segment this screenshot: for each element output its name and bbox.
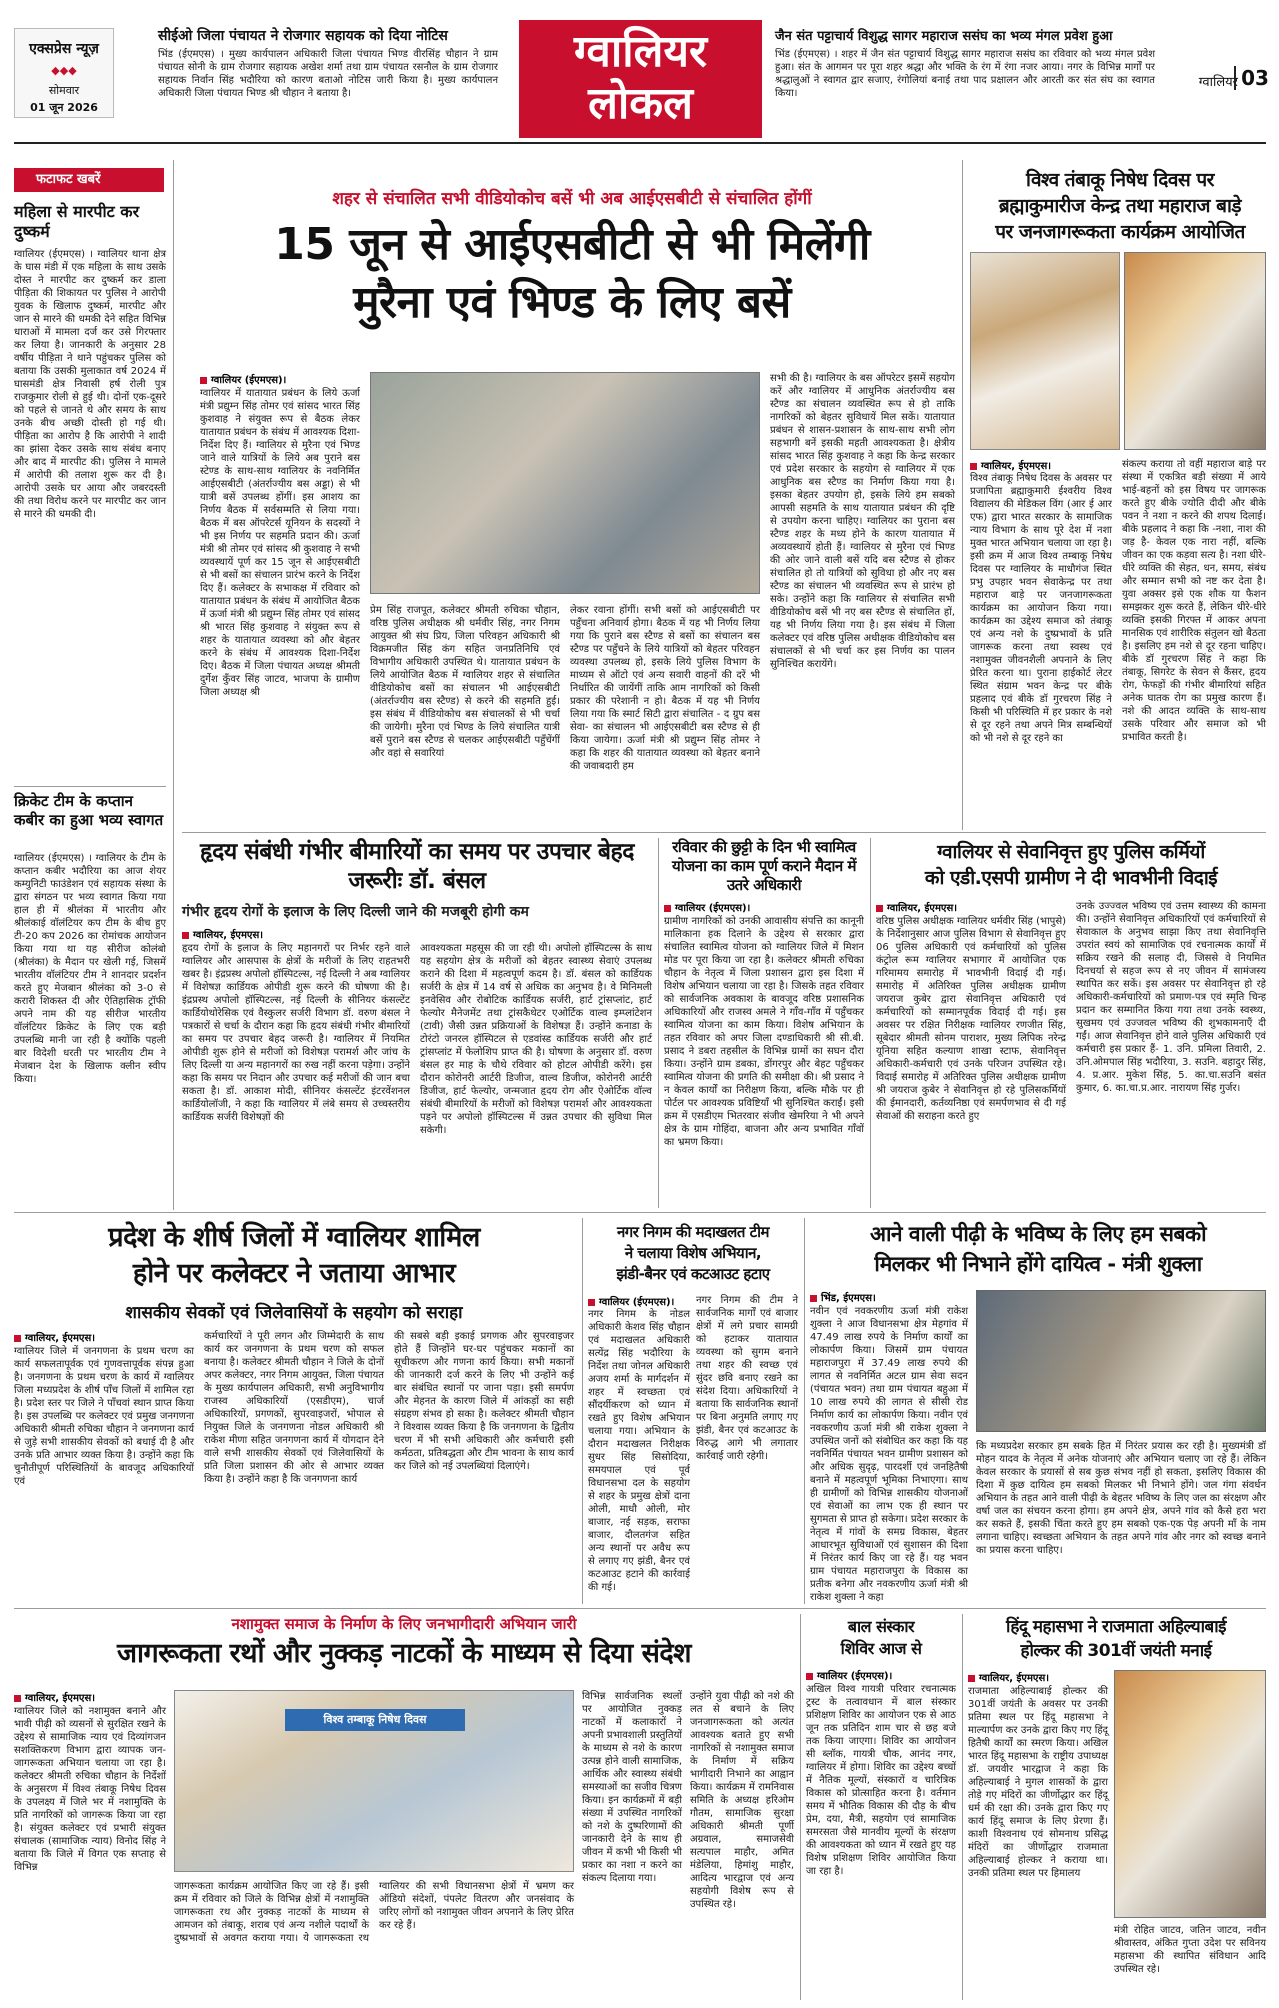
minister-headline-1: आने वाली पीढ़ी के भविष्य के लिए हम सबको	[869, 1222, 1207, 1246]
police-headline-1: ग्वालियर से सेवानिवृत्त हुए पुलिस कर्मियों	[937, 841, 1205, 863]
lead-right-rule	[962, 160, 963, 830]
nigam-dateline: ग्वालियर (ईएमएस)।	[588, 1294, 688, 1308]
lead-headline-1: 15 जून से आईएसबीटी से भी मिलेंगी	[274, 219, 870, 270]
nasha-col3: विभिन्न सार्वजनिक स्थलों पर आयोजित नुक्कड़ नाटकों में कलाकारों ने अपनी प्रभावशाली प्रस्तुतियों के माध्यम से नशे के कारण उत्पन्न होने वाली सामाजिक, आर्थिक और स्वास्थ्य संबंधी समस्याओं का सजीव चित्रण किया। इन कार्यक्रमों में बड़ी संख्या में उपस्थित नागरिकों को नशे के दुष्परिणामों की जानकारी देने के साथ ही जीवन में कभी भी किसी भी प्रकार का नशा न करने का संकल्प दिलाया गया।	[582, 1691, 682, 1884]
collector-col1: ग्वालियर जिले में जनगणना के प्रथम चरण का कार्य सफलतापूर्वक एवं गुणवत्तापूर्वक संपन्न हुआ है। जनगणना के प्रथम चरण के कार्य में ग्वालियर जिला मध्यप्रदेश के शीर्ष पाँच जिलों में शामिल रहा है। प्रदेश स्तर पर जिले ने पाँचवां स्थान प्राप्त किया है। इस उपलब्धि पर कलेक्टर एवं प्रमुख जनगणना अधिकारी श्रीमती रुचिका चौहान ने जनगणना कार्य से जुड़े सभी शासकीय सेवकों को बधाई दी है और उनके प्रति आभार व्यक्त किया है। उन्होंने कहा कि चुनौतीपूर्ण परिस्थितियों के बावजूद अधिकारियों एवं	[14, 1346, 194, 1487]
lead-col2: प्रेम सिंह राजपूत, कलेक्टर श्रीमती रुचिका चौहान, वरिष्ठ पुलिस अधीक्षक श्री धर्मवीर सिंह, नगर निगम आयुक्त श्री संघ प्रिय, जिला परिवहन अधिकारी श्री विक्रमजीत सिंह कंग सहित जनप्रतिनिधि एवं विभागीय अधिकारी उपस्थित थे। यातायात प्रबंधन के लिये आयोजित बैठक में ग्वालियर शहर से संचालित वीडियोकोच बसों का संचालन भी आईएसबीटी (अंतर्राज्यीय बस स्टैण्ड) से करने की सहमति हुई। इस संबंध में वीडियोकोच बस संचालकों से भी चर्चा की जायेगी। मुरैना एवं भिण्ड के लिये संचालित यात्री बसें पुराने बस स्टैण्ड से चलकर आईएसबीटी पहुँचेंगीं और वहां से सवारियां	[370, 605, 560, 759]
fatafat-story1-head: महिला से मारपीट कर दुष्कर्म	[14, 202, 140, 241]
collector-headline-1: प्रदेश के शीर्ष जिलों में ग्वालियर शामिल	[108, 1222, 480, 1253]
camp-headline-2: शिविर आज से	[840, 1639, 922, 1658]
tobacco-col2: संकल्प कराया तो वहीं महाराज बाड़े पर संस्था में एकत्रित बड़ी संख्या में आये भाई-बहनों को इस विषय पर जागरूक करते हुए बीके ज्योति दीदी और बीके पवन ने नशा न करने की शपथ दिलाई। बीके प्रहलाद ने कहा कि -नशा, नाश की जड़ है- केवल एक नारा नहीं, बल्कि जीवन का एक कड़वा सत्य है। नशा धीरे-धीरे व्यक्ति की सेहत, धन, समय, संबंध और सम्मान सभी को नष्ट कर देता है। युवा अक्सर इसे एक शौक या फैशन समझकर शुरू करते हैं, लेकिन धीरे-धीरे व्यक्ति इसकी गिरफ्त में आकर अपना मानसिक एवं शारीरिक संतुलन खो बैठता है। इसलिए हम नशे से दूर रहना चाहिए। बीके डॉ गुरचरण सिंह ने कहा कि तंबाकू, सिगरेट के सेवन से कैंसर, हृदय रोग, फेफड़ों की गंभीर बीमारियां सहित अनेक घातक रोग का प्रमुख कारण हैं। नशे की आदत व्यक्ति के साथ-साथ उसके परिवार और समाज को भी प्रभावित करती है।	[1122, 459, 1266, 743]
nasha-photo	[174, 1690, 574, 1872]
hindu-headline-2: होल्कर की 301वीं जयंती मनाई	[1020, 1641, 1212, 1661]
masthead-brand-box	[14, 28, 114, 118]
masthead-date: 01 जून 2026	[30, 101, 98, 114]
tobacco-photo-right	[1124, 252, 1266, 450]
lead-col1: ग्वालियर में यातायात प्रबंधन के लिये ऊर्जा मंत्री प्रद्युम्न सिंह तोमर एवं सांसद भारत सिंह कुशवाह ने संयुक्त रूप से बैठक लेकर यातायात प्रबंधन के संबंध में आवश्यक दिशा-निर्देश दिए हैं। ग्वालियर से मुरैना एवं भिण्ड जाने वाले यात्रियों के लिये अब पुराने बस स्टेण्ड के साथ-साथ ग्वालियर के नवनिर्मित आईएसबीटी (अंतर्राज्यीय बस अड्डा) से भी यात्री बसें उपलब्ध होंगीं। इस आशय का निर्णय बैठक में सर्वसम्मति से लिया गया। बैठक में बस ऑपरेटर्स यूनियन के सदस्यों ने भी इस निर्णय पर सहमति प्रदान की। ऊर्जा मंत्री श्री तोमर एवं सांसद श्री कुशवाह ने सभी व्यवस्थायें पूर्ण कर 15 जून से आईएसबीटी से भी बसों का संचालन प्रारंभ करने के निर्देश दिए हैं। कलेक्टर के सभाकक्ष में रविवार को यातायात प्रबंधन के संबंध में आयोजित बैठक में ऊर्जा मंत्री श्री प्रद्युम्न सिंह तोमर एवं सांसद श्री भारत सिंह कुशवाह ने संयुक्त रूप से शहर के यातायात व्यवस्था को और बेहतर करने के संबंध में आवश्यक दिशा-निर्देश दिए। बैठक में जिला पंचायत अध्यक्ष श्रीमती दुर्गेश कुँवर सिंह जाटव, भाजपा के ग्रामीण जिला अध्यक्ष श्री	[200, 388, 360, 698]
fatafat-label	[14, 168, 164, 192]
upper-band-rule	[182, 832, 1266, 833]
tobacco-dateline: ग्वालियर, ईएमएस।	[970, 458, 1120, 472]
heart-subhead: गंभीर हृदय रोगों के इलाज के लिए दिल्ली जाने की मजबूरी होगी कम	[182, 904, 529, 920]
police-dateline: ग्वालियर, ईएमएस।	[876, 900, 1066, 914]
lead-col3: लेकर रवाना होंगीं। सभी बसों को आईएसबीटी पर पहुँचना अनिवार्य होगा। बैठक में यह भी निर्णय लिया गया कि पुराने बस स्टैण्ड से बसों का संचालन बस स्टैण्ड पर पहुँचने के लिये यात्रियों को बेहतर परिवहन व्यवस्था उपलब्ध हो, इसके लिये पुलिस विभाग के माध्यम से ऑटो एवं अन्य सवारी वाहनों की दरें भी निर्धारित की जायेंगीं ताकि आम नागरिकों को किसी प्रकार की परेशानी न हो। बैठक में यह भी निर्णय लिया गया कि स्मार्ट सिटी द्वारा संचालित - द ग्रुप बस सेवा- का संचालन भी आईएसबीटी बस स्टैण्ड से ही किया जायेगा। ऊर्जा मंत्री श्री प्रद्युम्न सिंह तोमर ने कहा कि शहर की यातायात व्यवस्था को बेहतर बनाने की जवाबदारी हम	[570, 605, 760, 772]
sunday-headline: रविवार की छुट्टी के दिन भी स्वामित्व योजना का काम पूर्ण कराने मैदान में उतरे अधिकारी	[672, 838, 856, 894]
lower-band-rule	[14, 1608, 1266, 1609]
section-logo-line1: ग्वालियर	[574, 26, 707, 77]
minister-col2: कि मध्यप्रदेश सरकार हम सबके हित में निरंतर प्रयास कर रही है। मुख्यमंत्री डॉ मोहन यादव के नेतृत्व में अनेक योजनाएं और अभियान चलाए जा रहे हैं। लेकिन केवल सरकार के प्रयासों से सब कुछ संभव नहीं हो सकता, इसलिए विकास की दिशा में कुछ दायित्व हम सबको मिलकर भी निभाने होंगे। जल गंगा संवर्धन अभियान के तहत आने वाली पीढ़ी के बेहतर भविष्य के लिए जल का संरक्षण और वर्षा जल का संचयन करना होगा। हम अपने क्षेत्र, अपने गांव को कैसे हरा भरा कर सकते हैं, इसकी चिंता करते हुए हम सबको एक-एक पेड़ अपनी माँ के नाम लगाना चाहिए। स्वच्छता अभियान के तहत अपने गांव और नगर को स्वच्छ बनाने का प्रयास करना चाहिए।	[976, 1441, 1266, 1556]
top-news-left	[158, 28, 498, 123]
top-news-right-title: जैन संत पट्टाचार्य विशुद्ध सागर महाराज ससंघ का भव्य मंगल प्रवेश हुआ	[775, 29, 1113, 44]
tobacco-photo-left	[970, 252, 1120, 450]
camp-body: अखिल विश्व गायत्री परिवार रचनात्मक ट्रस्ट के तत्वावधान में बाल संस्कार प्रशिक्षण शिविर का आयोजन एक से आठ जून तक प्रतिदिन शाम चार से छह बजे तक किया जाएगा। शिविर का आयोजन सी ब्लॉक, गायत्री चौक, आनंद नगर, ग्वालियर में होगा। शिविर का उद्देश्य बच्चों में नैतिक मूल्यों, संस्कारों व चारित्रिक विकास को प्रोत्साहित करना है। वर्तमान समय में भौतिक विकास की दौड़ के बीच प्रेम, दया, मैत्री, सहयोग एवं सामाजिक समरसता जैसे मानवीय मूल्यों के संरक्षण की आवश्यकता को ध्यान में रखते हुए यह विशेष प्रशिक्षण शिविर आयोजित किया जा रहा है।	[806, 1684, 956, 1877]
section-logo-line2: लोकल	[588, 78, 693, 129]
fatafat-label-text: फटाफट खबरें	[36, 172, 101, 187]
sunday-dateline: ग्वालियर (ईएमएस)।	[664, 900, 864, 914]
hindu-col1: राजमाता अहिल्याबाई होल्कर की 301वीं जयंती के अवसर पर उनकी प्रतिमा स्थल पर हिंदू महासभा ने माल्यार्पण कर उनके द्वारा किए गए हिंदू हितैषी कार्यों का स्मरण किया। अखिल भारत हिंदू महासभा के राष्ट्रीय उपाध्यक्ष डॉ. जयवीर भारद्वाज ने कहा कि अहिल्याबाई ने मुगल शासकों के द्वारा तोड़े गए मंदिरों का जीर्णोद्धार कर हिंदू धर्म की रक्षा की। उनके द्वारा किए गए कार्य हिंदू समाज के लिए प्रेरणा हैं। काशी विश्वनाथ एवं सोमनाथ प्रसिद्ध मंदिरों का जीर्णोद्धार राजमाता अहिल्याबाई होल्कर ने कराया था। उनकी प्रतिमा स्थल पर हिमालय	[968, 1686, 1108, 1879]
fatafat-story2-body: ग्वालियर (ईएमएस) । ग्वालियर के टीम के कप्तान कबीर भदौरिया का आज शेयर कम्युनिटी फाउंडेशन एवं सहायक संस्था के द्वारा संगठन पर भव्य स्वागत किया गया हाल ही में श्रीलंका में भारतीय और श्रीलंकाई वॉलंटियर कप टीम के बीच हुए टी-20 कप 2026 का रोमांचक आयोजन किया गया था यह सीरीज कोलंबो (श्रीलंका) के मैदान पर खेली गई, जिसमें भारतीय वॉलंटियर टीम ने शानदार प्रदर्शन करते हुए मेजबान श्रीलंका को 3-0 से करारी शिकस्त दी और ऐतिहासिक ट्रॉफी अपने नाम की यह सीरीज भारतीय वॉलंटियर क्रिकेट के लिए एक बड़ी उपलब्धि मानी जा रही है क्योंकि पहली बार विदेशी धरती पर भारतीय टीम ने मेजबान देश के खिलाफ क्लीन स्वीप किया।	[14, 853, 166, 1085]
collector-col2: कर्मचारियों ने पूरी लगन और जिम्मेदारी के साथ कार्य कर जनगणना के प्रथम चरण को सफल बनाया है। कलेक्टर श्रीमती चौहान ने जिले के दोनों अपर कलेक्टर, नगर निगम आयुक्त, जिला पंचायत के मुख्य कार्यपालन अधिकारी, सभी अनुविभागीय राजस्व अधिकारियों (एसडीएम), चार्ज अधिकारियों, प्रगणकों, सुपरवाइजरों, भोपाल से नियुक्त जिले के जनगणना नोडल अधिकारी श्री राकेश मीणा सहित जनगणना कार्य में योगदान देने वाले सभी शासकीय सेवकों एवं जिलेवासियों के प्रति जिला प्रशासन की ओर से आभार व्यक्त किया है। उन्होंने कहा है कि जनगणना कार्य	[204, 1331, 384, 1485]
tobacco-headline-2: ब्रह्माकुमारीज केन्द्र तथा महाराज बाड़े	[998, 195, 1242, 217]
fatafat-divider	[14, 786, 166, 787]
collector-headline-2: होने पर कलेक्टर ने जताया आभार	[132, 1258, 456, 1289]
minister-photo	[976, 1290, 1266, 1432]
minister-col1: नवीन एवं नवकरणीय ऊर्जा मंत्री राकेश शुक्ला ने आज विधानसभा क्षेत्र मेहगांव में 47.49 लाख रुपये के निर्माण कार्यों का लोकार्पण किया। जिसमें ग्राम पंचायत महाराजपुरा में 37.49 लाख रुपये की लागत से नवनिर्मित अटल ग्राम सेवा सदन (पंचायत भवन) तथा ग्राम पंचायत बहुआ में 10 लाख रुपये की लागत से सीसी रोड निर्माण कार्य का लोकार्पण किया। नवीन एवं नवकरणीय ऊर्जा मंत्री श्री राकेश शुक्ला ने उपस्थित जनों को संबोधित कर कहा कि यह नवनिर्मित पंचायत भवन ग्रामीण प्रशासन को और अधिक सुदृढ़, पारदर्शी एवं जनहितैषी बनाने में महत्वपूर्ण भूमिका निभाएगा। साथ ही ग्रामीणों को विभिन्न शासकीय योजनाओं एवं सेवाओं का लाभ एक ही स्थान पर सुगमता से प्राप्त हो सकेगा। प्रदेश सरकार के नेतृत्व में गांवों के समग्र विकास, बेहतर आधारभूत सुविधाओं एवं सुशासन की दिशा में निरंतर कार्य किए जा रहे हैं। यह भवन ग्राम पंचायत महाराजपुरा के विकास का प्रतीक बनेगा और नवकरणीय ऊर्जा मंत्री श्री राकेश शुक्ला ने कहा	[810, 1306, 968, 1603]
camp-dateline: ग्वालियर (ईएमएस)।	[806, 1668, 956, 1682]
collector-dateline: ग्वालियर, ईएमएस।	[14, 1330, 194, 1344]
tobacco-headline-3: पर जनजागरूकता कार्यक्रम आयोजित	[995, 221, 1245, 243]
camp-headline-1: बाल संस्कार	[847, 1617, 915, 1636]
heart-col1: हृदय रोगों के इलाज के लिए महानगरों पर निर्भर रहने वाले ग्वालियर और आसपास के क्षेत्रों के मरीजों के लिए राहतभरी खबर है। इंद्रप्रस्थ अपोलो हॉस्पिटल्स, नई दिल्ली ने अब ग्वालियर में विशेषज्ञ कार्डियक ओपीडी शुरू करने की घोषणा की है। इंद्रप्रस्थ अपोलो हॉस्पिटल्स, नई दिल्ली के सीनियर कंसल्टेंट कार्डियोथोरेसिक एवं वैस्कुलर सर्जरी विभाग डॉ. वरुण बंसल ने पत्रकारों से चर्चा के दौरान कहा कि हृदय संबंधी गंभीर बीमारियों का समय पर उपचार बेहद जरूरी है। ग्वालियर में नियमित ओपीडी शुरू होने से मरीजों को विशेषज्ञ परामर्श और जांच के लिए दिल्ली या अन्य महानगरों का रुख नहीं करना पड़ेगा। उन्होंने कहा कि समय पर निदान और उपचार कई मरीजों की जान बचा सकता है। डॉ. आकाश मोदी, सीनियर कंसल्टेंट इंटरवेंशनल कार्डियोलॉजी, ने कहा कि ग्वालियर में लंबे समय से उच्चस्तरीय कार्डियक सर्जरी विशेषज्ञों की	[182, 943, 410, 1123]
police-headline-2: को एडी.एसपी ग्रामीण ने दी भावभीनी विदाई	[924, 867, 1218, 889]
fatafat-story1-body: ग्वालियर (ईएमएस) । ग्वालियर थाना क्षेत्र के घास मंडी में एक महिला के साथ उसके दोस्त ने मारपीट कर दुष्कर्म कर डाला पीड़िता की शिकायत पर पुलिस ने आरोपी युवक के खिलाफ दुष्कर्म, मारपीट और जान से मारने की धमकी देने सहित विभिन्न धाराओं में मामला दर्ज कर उसे गिरफ्तार कर लिया है। जानकारी के अनुसार 28 वर्षीय पीड़िता ने थाने पहुंचकर पुलिस को बताया कि उसकी मुलाकात वर्ष 2024 में घासमंडी क्षेत्र निवासी हर्ष रोली पुत्र राजकुमार रोली से हुई थी। दोनों एक-दूसरे को पहले से जानते थे और समय के साथ उनके बीच अच्छी दोस्ती हो गई थी। पीड़िता का आरोप है कि आरोपी ने शादी का झांसा देकर उसके साथ संबंध बनाए और बाद में मारपीट की। पुलिस ने मामले में आरोपी की तलाश शुरू कर दी है। आरोपी उसके घर आया और जबरदस्ती की तथा विरोध करने पर मारपीट कर जान से मारने की धमकी दी।	[14, 249, 166, 520]
top-news-right-body: भिंड (ईएमएस) । शहर में जैन संत पट्टाचार्य विशुद्ध सागर महाराज ससंघ का रविवार को भव्य मंगल प्रवेश हुआ। संत के आगमन पर पूरा शहर श्रद्धा और भक्ति के रंग में रंगा नजर आया। नगर के विभिन्न मार्गों पर श्रद्धालुओं ने स्वागत द्वार सजाए, रंगोलियां बनाई तथा पाद प्रक्षालन और आरती कर संत संघ का स्वागत किया।	[775, 49, 1155, 99]
brand-ornament-icon: ◆◆◆	[51, 64, 77, 77]
brand-name: एक्सप्रेस न्यूज़	[29, 41, 99, 57]
nasha-dateline: ग्वालियर, ईएमएस।	[14, 1690, 164, 1704]
fatafat-story2-head: क्रिकेट टीम के कप्तान कबीर का हुआ भव्य स्वागत	[14, 792, 164, 829]
minister-headline-2: मिलकर भी निभाने होंगे दायित्व - मंत्री शुक्ला	[874, 1252, 1202, 1276]
lead-headline-2: मुरैना एवं भिण्ड के लिए बसें	[353, 277, 791, 328]
heart-dateline: ग्वालियर, ईएमएस।	[182, 927, 412, 941]
lead-col4: सभी की है। ग्वालियर के बस ऑपरेटर इसमें सहयोग करें और ग्वालियर में आधुनिक अंतर्राज्यीय बस स्टैण्ड का संचालन व्यवस्थित रूप से हो ताकि नागरिकों को बेहतर सुविधायें मिल सकें। यातायात प्रबंधन से शासन-प्रशासन के साथ-साथ सभी लोग सहभागी बनें इसकी महती आवश्यकता है। क्षेत्रीय सांसद भारत सिंह कुशवाह ने कहा कि केन्द्र सरकार एवं प्रदेश सरकार के सहयोग से ग्वालियर में एक आधुनिक बस स्टैण्ड का निर्माण किया गया है। इसका बेहतर उपयोग हो, इसके लिये हम सबको आपसी सहमति के साथ यातायात प्रबंधन की दृष्टि से उपयोग करना चाहिए। ग्वालियर का पुराना बस स्टैण्ड शहर के मध्य होने के कारण यातायात में अव्यवस्थायें होती हैं। ग्वालियर से मुरैना एवं भिण्ड की ओर जाने वाली बसें यदि बस स्टैण्ड से होकर संचालित हो तो यात्रियों को सुविधा हो और नए बस स्टैण्ड का संचालन भी व्यवस्थित रूप से प्रारंभ हो सके। उन्होंने कहा कि ग्वालियर से संचालित सभी वीडियोकोच बसें भी नए बस स्टैण्ड से संचालित हों, यह भी निर्णय लिया गया है। इस संबंध में जिला कलेक्टर एवं वरिष्ठ पुलिस अधीक्षक वीडियोकोच बस संचालकों से भी चर्चा कर इस निर्णय का पालन सुनिश्चित करायेंगे।	[770, 373, 955, 670]
police-col1: वरिष्ठ पुलिस अधीक्षक ग्वालियर धर्मवीर सिंह (भापुसे) के निर्देशानुसार आज पुलिस विभाग से सेवानिवृत्त हुए 06 पुलिस अधिकारी एवं कर्मचारियों को पुलिस कंट्रोल रूम ग्वालियर सभागार में आयोजित एक गरिमामय समारोह में भावभीनी विदाई दी गई। समारोह में अतिरिक्त पुलिस अधीक्षक ग्रामीण जयराज कुबेर द्वारा सेवानिवृत्त अधिकारी एवं कर्मचारियों को सम्मानपूर्वक विदाई दी गई। इस अवसर पर रक्षित निरीक्षक ग्वालियर रणजीत सिंह, सूबेदार श्रीमती सोनम पाराशर, मुख्य लिपिक नरेन्द्र यूनिया सहित कल्याण शाखा स्टाफ, सेवानिवृत्त अधिकारी-कर्मचारी एवं उनके परिजन उपस्थित रहे। विदाई समारोह में अतिरिक्त पुलिस अधीक्षक ग्रामीण श्री जयराज कुबेर ने सेवानिवृत्त हो रहे पुलिसकर्मियों की ईमानदारी, कर्तव्यनिष्ठा एवं समर्पणभाव से दी गई सेवाओं की सराहना करते हुए	[876, 916, 1066, 1122]
masthead-city: ग्वालियर	[1198, 75, 1238, 90]
minister-dateline: भिंड, ईएमएस।	[810, 1290, 970, 1304]
hindu-photo	[1114, 1670, 1266, 1918]
top-news-left-body: भिंड (ईएमएस) । मुख्य कार्यपालन अधिकारी जिला पंचायत भिण्ड वीरसिंह चौहान ने ग्राम पंचायत सोनी के ग्राम रोजगार सहायक अखेश शर्मा तथा ग्राम पंचायत रसनौल के ग्राम रोजगार सहायक निर्वान सिंह भदौरिया को कारण बताओ नोटिस जारी किया है। मुख्य कार्यपालन अधिकारी जिला पंचायत भिण्ड श्री चौहान ने बताया है।	[158, 49, 498, 99]
lead-dateline: ग्वालियर (ईएमएस)।	[200, 372, 360, 386]
hindu-headline-1: हिंदू महासभा ने राजमाता अहिल्याबाई	[1005, 1617, 1227, 1637]
nigam-headline-3: झंडी-बैनर एवं कटआउट हटाए	[616, 1265, 770, 1283]
police-col2: उनके उज्ज्वल भविष्य एवं उत्तम स्वास्थ्य की कामना की। उन्होंने सेवानिवृत्त अधिकारियों एवं कर्मचारियों से सेवाकाल के अनुभव साझा किए तथा सेवानिवृत्ति उपरांत स्वयं को सामाजिक एवं रचनात्मक कार्यों में सक्रिय रखने की सलाह दी, जिससे वे नियमित दिनचर्या से सहज रूप से नए जीवन में सामंजस्य स्थापित कर सकें। इस अवसर पर सेवानिवृत्त हो रहे अधिकारी-कर्मचारियों को प्रमाण-पत्र एवं स्मृति चिन्ह प्रदान कर सम्मानित किया गया तथा उनके स्वस्थ्य, सुखमय एवं उज्जवल भविष्य की शुभकामनाएँ दी गईं। आज सेवानिवृत्त होने वाले पुलिस अधिकारी एवं कर्मचारी इस प्रकार हैं- 1. उनि. प्रमिला तिवारी, 2. उनि.ओमपाल सिंह भदौरिया, 3. सउनि. बहादुर सिंह, 4. प्र.आर. मुकेश सिंह, 5. का.चा.सउनि बसंत कुमार, 6. का.चा.प्र.आर. नारायण सिंह गुर्जर।	[1076, 901, 1266, 1094]
nasha-kicker: नशामुक्त समाज के निर्माण के लिए जनभागीदारी अभियान जारी	[231, 1615, 577, 1633]
masthead-rule	[14, 142, 1266, 144]
collector-right-rule	[582, 1218, 583, 1604]
top-news-left-title: सीईओ जिला पंचायत ने रोजगार सहायक को दिया नोटिस	[158, 28, 448, 44]
nigam-right-rule	[804, 1218, 805, 1604]
top-news-right	[775, 28, 1155, 123]
collector-subhead: शासकीय सेवकों एवं जिलेवासियों के सहयोग को सराहा	[125, 1303, 463, 1323]
hindu-col2: मंत्री रोहित जाटव, जतिन जाटव, नवीन श्रीवास्तव, अंकित गुप्ता उदेश पर सविनय महासभा की स्थापित संविधान आदि उपस्थित रहे।	[1114, 1925, 1266, 1975]
lead-meeting-photo	[370, 372, 760, 594]
nasha-right-rule	[800, 1614, 801, 2000]
nigam-headline-2: ने चलाया विशेष अभियान,	[624, 1244, 762, 1262]
hindu-dateline: ग्वालियर, ईएमएस।	[968, 1670, 1108, 1684]
page-number: 03	[1234, 66, 1274, 90]
nigam-col1: नगर निगम के नोडल अधिकारी केशव सिंह चौहान एवं मदाखलत अधिकारी सत्येंद्र सिंह भदौरिया के निर्देश तथा जोनल अधिकारी अजय शर्मा के मार्गदर्शन में शहर में स्वच्छता एवं सौंदर्यीकरण को ध्यान में रखते हुए विशेष अभियान चलाया गया। अभियान के दौरान मदाखलत निरीक्षक सुधर सिंह सिसोदिया, समयपाल एवं पूर्व विधानसभा दल के सहयोग से शहर के प्रमुख क्षेत्रों दाना ओली, माधौ ओली, मोर बाजार, नई सड़क, सराफा बाजार, दौलतगंज सहित अन्य स्थानों पर अवैध रूप से लगाए गए झंडी, बैनर एवं कटआउट हटाने की कार्रवाई की गई।	[588, 1309, 690, 1593]
lead-kicker: शहर से संचालित सभी वीडियोकोच बसें भी अब आईएसबीटी से संचालित होंगीं	[332, 189, 812, 209]
heart-col2: आवश्यकता महसूस की जा रही थी। अपोलो हॉस्पिटल्स के साथ यह सहयोग क्षेत्र के मरीजों को बेहतर स्वास्थ्य सेवाएं उपलब्ध कराने की दिशा में महत्वपूर्ण कदम है। डॉ. बंसल को कार्डियक सर्जरी के क्षेत्र में 14 वर्ष से अधिक का अनुभव है। वे मिनिमली इनवेसिव और रोबोटिक कार्डियक सर्जरी, हार्ट ट्रांसप्लांट, हार्ट फेल्योर मैनेजमेंट तथा ट्रांसकैथेटर एओर्टिक वाल्व इम्प्लांटेशन (टावी) जैसी उन्नत प्रक्रियाओं के विशेषज्ञ हैं। उन्होंने कनाडा के टोरंटो जनरल हॉस्पिटल से एडवांस्ड कार्डियक सर्जरी और हार्ट ट्रांसप्लांट में फेलोशिप प्राप्त की है। घोषणा के अनुसार डॉ. वरुण बंसल हर माह के चौथे रविवार को होटल ओपीडी करेंगे। इस दौरान कोरोनरी आर्टरी डिजीज, वाल्व डिजीज, कोरोनरी आर्टरी डिजीज, हार्ट फेल्योर, जन्मजात हृदय रोग और ऐओर्टिक वॉल्व संबंधी बीमारियों के मरीजों को विशेषज्ञ परामर्श और आवश्यकता पड़ने पर अपोलो हॉस्पिटल्स में उन्नत उपचार की सुविधा मिल सकेगी।	[420, 943, 652, 1136]
nigam-col2: नगर निगम की टीम ने सार्वजनिक मार्गों एवं बाजार क्षेत्रों में लगे प्रचार सामग्री को हटाकर यातायात व्यवस्था को सुगम बनाने तथा शहर की स्वच्छ एवं सुंदर छवि बनाए रखने का संदेश दिया। अधिकारियों ने बताया कि सार्वजनिक स्थानों पर बिना अनुमति लगाए गए झंडी, बैनर एवं कटआउट के विरुद्ध आगे भी लगातार कार्रवाई जारी रहेगी।	[696, 1295, 798, 1462]
sunday-body: ग्रामीण नागरिकों को उनकी आवासीय संपत्ति का कानूनी मालिकाना हक दिलाने के उद्देश्य से सरकार द्वारा संचालित स्वामित्व योजना को ग्वालियर जिले में मिशन मोड पर पूरा किया जा रहा है। कलेक्टर श्रीमती रुचिका चौहान के नेतृत्व में जिला प्रशासन द्वारा इस दिशा में विशेष अभियान चलाया जा रहा है। जिसके तहत रविवार को सार्वजनिक अवकाश के बावजूद वरिष्ठ प्रशासनिक अधिकारियों और राजस्व अमले ने गाँव-गाँव में पहुँचकर स्वामित्व योजना का काम किया। विशेष अभियान के तहत रविवार को अपर जिला दण्डाधिकारी श्री सी.बी. प्रसाद ने डबरा तहसील के विभिन्न ग्रामों का सघन दौरा किया। उन्होंने ग्राम डबका, डोंगरपुर और बेहट पहुँचकर स्वामित्व योजना की प्रगति की समीक्षा की। श्री प्रसाद ने न केवल कार्यों का निरीक्षण किया, बल्कि मौके पर ही पोर्टल पर आवश्यक प्रविष्टियाँ भी सुनिश्चित कराईं। इसी क्रम में एसडीएम भितरवार संजीव खेमरिया ने भी अपने क्षेत्र के ग्राम गोहिंदा, बाजना और अन्य प्रभावित गाँवों का भ्रमण किया।	[664, 916, 864, 1148]
middle-band-rule	[14, 1212, 1266, 1213]
nasha-col4: उन्होंने युवा पीढ़ी को नशे की लत से बचाने के लिए जनजागरूकता को अत्यंत आवश्यक बताते हुए सभी नागरिकों से नशामुक्त समाज के निर्माण में सक्रिय भागीदारी निभाने का आह्वान किया। कार्यक्रम में रामनिवास समिति के अध्यक्ष हरिओम गौतम, सामाजिक सुरक्षा अधिकारी श्रीमती पूर्णी अग्रवाल, समाजसेवी सत्यपाल माहौर, अमित मंडेलिया, हिमांशु माहौर, आदित्य भारद्वाज एवं अन्य सहयोगी विशेष रूप से उपस्थित रहे।	[690, 1691, 794, 1910]
tobacco-headline-1: विश्व तंबाकू निषेध दिवस पर	[1026, 169, 1214, 191]
masthead-day: सोमवार	[48, 84, 80, 97]
tobacco-col1: विश्व तंबाकू निषेध दिवस के अवसर पर प्रजापिता ब्रह्माकुमारी ईश्वरीय विश्व विद्यालय की मेडिकल विंग (आर ई आर एफ) द्वारा भारत सरकार के सामाजिक न्याय विभाग के साथ पूरे देश में नशा मुक्त भारत अभियान चलाया जा रहा है। इसी क्रम में आज विश्व तम्बाकू निषेध दिवस पर ग्वालियर के माधौगंज स्थित प्रभु उपहार भवन सेवाकेन्द्र पर तथा महाराज बाड़े पर जनजागरूकता कार्यक्रम का आयोजन किया गया। कार्यक्रम का उद्देश्य समाज को तंबाकू एवं अन्य नशे के दुष्प्रभावों के प्रति जागरूक करना तथा स्वस्थ एवं नशामुक्त जीवनशैली अपनाने के लिए प्रेरित करना था। पुराना हाईकोर्ट लेटर स्थित संग्राम भवन केन्द्र पर बीके प्रहलाद एवं बीके डॉ गुरचरण सिंह ने किसी भी परिस्थिति में हर प्रकार के नशे से दूर रहने तथा अपने मित्र सम्बन्धियों को भी नशे से दूर रहने का	[970, 473, 1112, 744]
nasha-headline: जागरूकता रथों और नुक्कड़ नाटकों के माध्यम से दिया संदेश	[116, 1638, 692, 1669]
nigam-headline-1: नगर निगम की मदाखलत टीम	[616, 1223, 770, 1241]
sunday-right-rule	[870, 838, 871, 1208]
collector-col3: की सबसे बड़ी इकाई प्रगणक और सुपरवाइजर होते हैं जिन्होंने घर-घर पहुंचकर मकानों का सूचीकरण और गणना कार्य किया। सभी मकानों की जानकारी दर्ज करने के लिए भी उन्होंने कई बार संबंधित स्थानों पर जाना पड़ा। इसी समर्पण और मेहनत के कारण जिले में आंकड़ों का सही संग्रहण संभव हो सका है। कलेक्टर श्रीमती चौहान ने विश्वास व्यक्त किया है कि जनगणना के द्वितीय चरण में भी सभी अधिकारी और कर्मचारी इसी कर्मठता, प्रतिबद्धता और टीम भावना के साथ कार्य कर जिले को नई उपलब्धियां दिलाएंगे।	[394, 1331, 574, 1472]
heart-headline: हृदय संबंधी गंभीर बीमारियों का समय पर उपचार बेहद जरूरीः डॉ. बंसल	[200, 839, 634, 894]
nasha-col1: ग्वालियर जिले को नशामुक्त बनाने और भावी पीढ़ी को व्यसनों से सुरक्षित रखने के उद्देश्य से सामाजिक न्याय एवं दिव्यांगजन सशक्तिकरण विभाग द्वारा व्यापक जन-जागरूकता अभियान चलाया जा रहा है। कलेक्टर श्रीमती रुचिका चौहान के निर्देशों के अनुसरण में विश्व तंबाकू निषेध दिवस के उपलक्ष्य में जिले भर में नशामुक्ति के प्रति नागरिकों को जागरूक किया जा रहा है। संयुक्त कलेक्टर एवं प्रभारी संयुक्त संचालक (सामाजिक न्याय) विनोद सिंह ने बताया कि जिले में विगत एक सप्ताह से विभिन्न	[14, 1706, 166, 1873]
heart-right-rule	[658, 838, 659, 1208]
nasha-photo-banner: विश्व तम्बाकू निषेध दिवस	[285, 1709, 465, 1731]
nasha-col2: जागरूकता कार्यक्रम आयोजित किए जा रहे हैं। इसी क्रम में रविवार को जिले के विभिन्न क्षेत्रों में नशामुक्ति जागरूकता रथ और नुक्कड़ नाटकों के माध्यम से आमजन को तंबाकू, शराब एवं अन्य नशीले पदार्थों के दुष्प्रभावों से अवगत कराया गया। ये जागरूकता रथ ग्वालियर की सभी विधानसभा क्षेत्रों में भ्रमण कर ऑडियो संदेशों, पंपलेट वितरण और जनसंवाद के जरिए लोगों को नशामुक्त जीवन अपनाने के लिए प्रेरित कर रहे हैं।	[174, 1881, 574, 1944]
section-logo	[519, 20, 762, 138]
left-column-rule	[173, 160, 174, 1210]
camp-right-rule	[962, 1614, 963, 2000]
